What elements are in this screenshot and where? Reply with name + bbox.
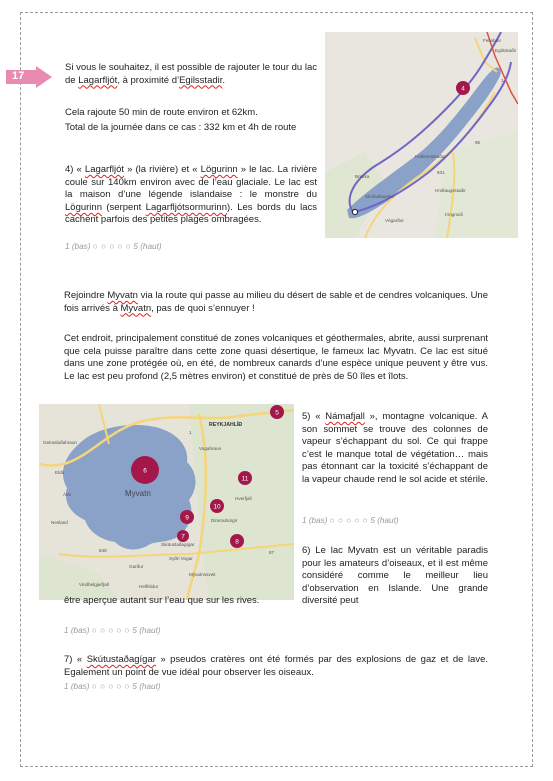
rating-section-5: 1 (bas) ○ ○ ○ ○ ○ 5 (haut)	[302, 516, 399, 525]
intro-paragraph-1: Si vous le souhaitez, il est possible de rajouter le tour du lac de Lagarfljót, à proximité d’Egilsstadir.	[65, 62, 317, 86]
place-label: Geiraslaðahraun	[43, 440, 77, 445]
place-label: REYKJAHLÍÐ	[209, 422, 243, 428]
road-number: 1	[501, 78, 504, 83]
map-marker-10-label: 10	[213, 503, 221, 511]
map-marker-5-label: 5	[275, 409, 279, 417]
place-label: Syðri Vogar	[169, 556, 193, 561]
section-6-text: 6) Le lac Myvatn est un véritable paradis pour les amateurs d’oiseaux, et il est même considéré comme le meilleur lieu d’observation en Islande. Une grande diversité peut	[302, 545, 488, 607]
rating-section-6: 1 (bas) ○ ○ ○ ○ ○ 5 (haut)	[64, 626, 161, 635]
map-marker-7-label: 7	[181, 533, 185, 541]
intro-paragraph-2: Cela rajoute 50 min de route environ et 62km.	[65, 107, 258, 118]
intro-paragraph-3: Total de la journée dans ce cas : 332 km et 4h de route	[65, 122, 297, 133]
road-number: 931	[437, 170, 445, 175]
place-label: Garður	[129, 564, 144, 569]
place-label: Myvatn	[125, 489, 151, 498]
myvatn-paragraph-1: Rejoindre Myvatn via la route qui passe au milieu du désert de sable et de cendres volcaniques. Une fois arrivés à Myvatn, pas de quoi s’ennuyer !	[64, 290, 488, 314]
map-marker-11-label: 11	[241, 475, 249, 483]
place-label: Végarður	[385, 218, 404, 223]
myvatn-paragraph-2: Cet endroit, principalement constitué de zones volcaniques et géothermales, abrite, aussi surprenant que cela puisse paraître dans cette zone quasi désertique, le fameux lac Myvatn. Ce lac est situé dans une zone protégée où, en été, de nombreux canards d’une espèce unique peuvent y être vus. Le lac est peu profond (2,5 mètres environ) et constitué de près de 50 îles et îlots.	[64, 333, 488, 382]
rating-circles[interactable]: ○ ○ ○ ○ ○	[91, 626, 131, 635]
section-6-text-continued: être aperçue autant sur l’eau que sur les rives.	[64, 595, 260, 606]
place-label: Skriðuklaustur	[365, 194, 395, 199]
place-label: Egilsstaðir	[495, 48, 517, 53]
place-label: Nesland	[51, 520, 68, 525]
section-7-text: 7) « Skútustaðagígar » pseudos cratères ont été formés par des explosions de gaz et de lave. Egalement un point de vue idéal pour observer les oiseaux.	[64, 654, 488, 678]
lake-myvatn	[63, 425, 196, 549]
map-marker-9-label: 9	[185, 514, 189, 522]
rating-circles[interactable]: ○ ○ ○ ○ ○	[92, 242, 132, 251]
place-label: Hverfjall	[235, 496, 252, 501]
place-label: Fellabær	[483, 38, 502, 43]
place-label: Vindbelgjarfjall	[79, 582, 109, 587]
place-label: Skútustaðagígar	[161, 542, 195, 547]
map-marker-8-label: 8	[235, 538, 239, 546]
road-number: 87	[269, 550, 275, 555]
road-number: 1	[189, 430, 192, 435]
section-4-text: 4) « Lagarfljót » (la rivière) et « Lögurinn » le lac. La rivière coule sur 140km environ avec de l’eau glaciale. Le lac est la maison d’une légende islandaise : le monstre du Lögurinn (serpent Lagarfljótsormurinn). Les bords du lacs cachent parfois des petites plages ombragées.	[65, 164, 317, 226]
place-label: Þingmúli	[445, 212, 463, 217]
road-number: 95	[475, 140, 481, 145]
place-label: Dimmuborgir	[211, 518, 238, 523]
place-label: Eldá	[55, 470, 65, 475]
place-label: Hrollaugsstaðir	[435, 188, 466, 193]
page-number: 17	[12, 70, 25, 82]
place-label: Vogahraun	[199, 446, 222, 451]
place-label: Hallormsstaður	[415, 154, 446, 159]
rating-section-7: 1 (bas) ○ ○ ○ ○ ○ 5 (haut)	[64, 682, 161, 691]
rating-section-4: 1 (bas) ○ ○ ○ ○ ○ 5 (haut)	[65, 242, 162, 251]
place-label: Mývatnssveit	[189, 572, 216, 577]
rating-circles[interactable]: ○ ○ ○ ○ ○	[329, 516, 369, 525]
rating-circles[interactable]: ○ ○ ○ ○ ○	[91, 682, 131, 691]
map-lagarfljot	[325, 32, 518, 238]
place-label: Hellhildur	[139, 584, 159, 589]
map-marker-4-label: 4	[461, 85, 465, 93]
place-label: Álar	[63, 492, 72, 497]
road-number: 848	[99, 548, 107, 553]
section-5-text: 5) « Námafjall », montagne volcanique. A son sommet se trouve des colonnes de vapeur s’échappant du sol. Ce qui frappe c’est le manque total de végétation… mais pas étonnant car la toxicité s’échappant de la vapeur chaude rend le sol acide et stérile.	[302, 411, 488, 485]
map-myvatn	[39, 404, 294, 600]
place-label: Brekka	[355, 174, 370, 179]
map-marker-6-label: 6	[143, 467, 147, 475]
